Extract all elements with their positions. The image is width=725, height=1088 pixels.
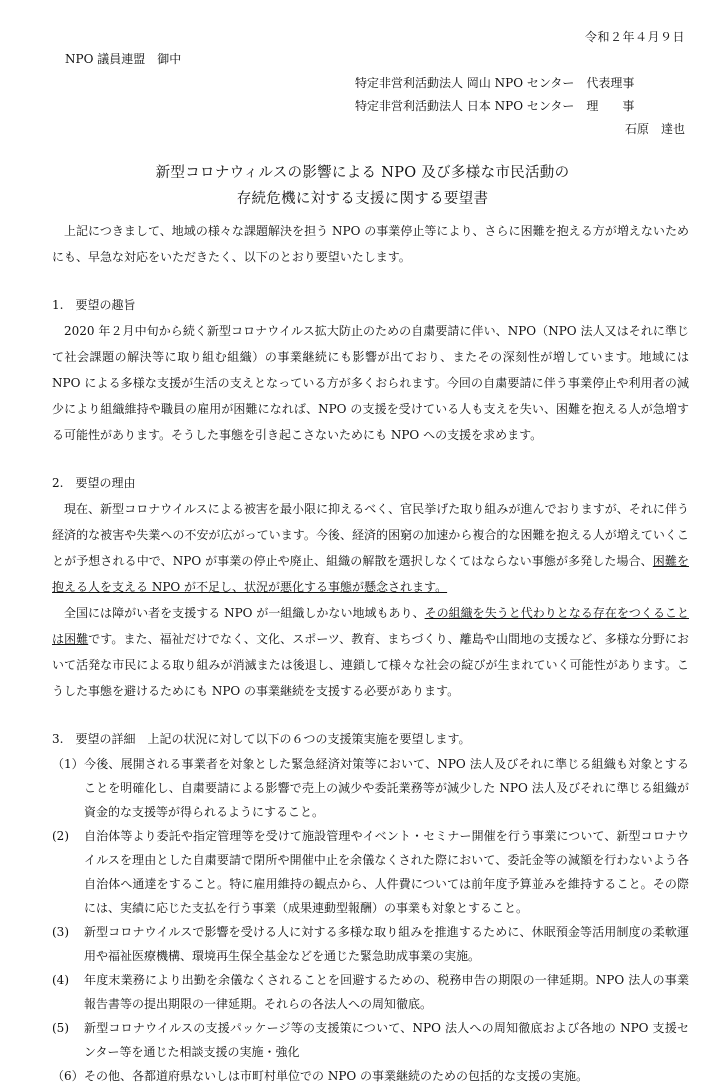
sender-line-1: 特定非営利活動法人 岡山 NPO センター 代表理事 — [355, 76, 635, 90]
list-item-number: (4) — [52, 973, 69, 987]
section-2-p1-underlined: 困難を抱える人を支える NPO が不足し、状況が悪化する事態が懸念されます。 — [52, 554, 689, 594]
list-item-number: (3) — [52, 925, 69, 939]
list-item-number: (2) — [52, 829, 69, 843]
document-body — [52, 218, 689, 1088]
list-item-number: （1） — [52, 757, 84, 771]
section-2-paragraph-2 — [52, 600, 689, 704]
list-item — [52, 920, 689, 968]
section-1-heading: 1. 要望の趣旨 — [52, 298, 136, 312]
list-item — [52, 752, 689, 824]
recipient: NPO 議員連盟 御中 — [65, 52, 182, 66]
list-item-number: （6） — [52, 1069, 84, 1083]
section-2-p2-underlined: その組織を失うと代わりとなる存在をつくることは困難 — [52, 606, 689, 646]
section-2-paragraph-1 — [52, 496, 689, 600]
section-2-heading: 2. 要望の理由 — [52, 476, 136, 490]
title-line-1: 新型コロナウィルスの影響による NPO 及び多様な市民活動の — [155, 165, 570, 181]
list-item-text: 自治体等より委託や指定管理等を受けて施設管理やイベント・セミナー開催を行う事業について、新型コロナウイルスを理由とした自粛要請で閉所や開催中止を余儀なくされた際において、委託金等の減額を行わないよう各自治体へ通達をすること。特に雇用維持の観点から、人件費については前年度予算並みを維持すること。その際には、実績に応じた支払を行う事業（成果連動型報酬）の事業も対象とすること。 — [84, 829, 689, 915]
request-list — [52, 752, 689, 1088]
section-2-p1-text: 現在、新型コロナウイルスによる被害を最小限に抑えるべく、官民挙げた取り組みが進んでおりますが、それに伴う経済的な被害や失業への不安が広がっています。今後、経済的困窮の加速から複合的な困難を抱える人が増えていくことが予想される中で、NPO が事業の停止や廃止、組織の解散を選択しなくてはならない事態が多発した場合、 — [52, 502, 689, 568]
sender-line-2: 特定非営利活動法人 日本 NPO センター 理 事 — [355, 99, 635, 113]
list-item — [52, 824, 689, 920]
list-item-text: 今後、展開される事業者を対象とした緊急経済対策等において、NPO 法人及びそれに準じる組織も対象とすることを明確化し、自粛要請による影響で売上の減少や委託業務等が減少した NPO 法人及びそれに準じる組織が資金的な支援等が得られるようにすること。 — [84, 757, 689, 819]
sender-block — [355, 72, 685, 141]
list-item — [52, 968, 689, 1016]
list-item-text: 新型コロナウイルスの支援パッケージ等の支援策について、NPO 法人への周知徹底および各地の NPO 支援センター等を通じた相談支援の実施・強化 — [84, 1021, 689, 1059]
list-item — [52, 1064, 689, 1088]
section-3-heading: 3. 要望の詳細 上記の状況に対して以下の６つの支援策実施を要望します。 — [52, 732, 471, 746]
document-title — [0, 160, 725, 212]
list-item-text: その他、各都道府県ないしは市町村単位での NPO の事業継続のための包括的な支援の実施。 — [84, 1069, 589, 1083]
section-1-text: 2020 年２月中旬から続く新型コロナウイルス拡大防止のための自粛要請に伴い、NPO（NPO 法人又はそれに準じて社会課題の解決等に取り組む組織）の事業継続にも影響が出ており、またその深刻性が増しています。地域には NPO による多様な支援が生活の支えとなっている方が多くおられます。今回の自粛要請に伴う事業停止や利用者の減少により組織維持や職員の雇用が困難になれば、NPO の支援を受けている人も支えを失い、困難を抱える人が急増する可能性があります。そうした事態を引き起こさないためにも NPO への支援を求めます。 — [52, 324, 689, 442]
list-item-text: 新型コロナウイルスで影響を受ける人に対する多様な取り組みを推進するために、休眠預金等活用制度の柔軟運用や福祉医療機構、環境再生保全基金などを通じた緊急助成事業の実施。 — [84, 925, 689, 963]
list-item — [52, 1016, 689, 1064]
intro-paragraph: 上記につきまして、地域の様々な課題解決を担う NPO の事業停止等により、さらに困難を抱える方が増えないためにも、早急な対応をいただきたく、以下のとおり要望いたします。 — [52, 224, 689, 264]
list-item-text: 年度末業務により出勤を余儀なくされることを回避するための、税務申告の期限の一律延期。NPO 法人の事業報告書等の提出期限の一律延期。それらの各法人への周知徹底。 — [84, 973, 689, 1011]
sender-name: 石原 達也 — [624, 122, 685, 136]
document-date: 令和２年４月９日 — [584, 30, 685, 44]
section-2-p2-text-b: です。また、福祉だけでなく、文化、スポーツ、教育、まちづくり、離島や山間地の支援など、多様な分野において活発な市民による取り組みが消滅または後退し、連鎖して様々な社会の綻びが生まれていく可能性があります。こうした事態を避けるためにも NPO の事業継続を支援する必要があります。 — [52, 632, 689, 698]
section-2-p2-text-a: 全国には障がい者を支援する NPO が一組織しかない地域もあり、 — [64, 606, 425, 620]
title-line-2: 存続危機に対する支援に関する要望書 — [236, 191, 489, 207]
list-item-number: (5) — [52, 1021, 69, 1035]
